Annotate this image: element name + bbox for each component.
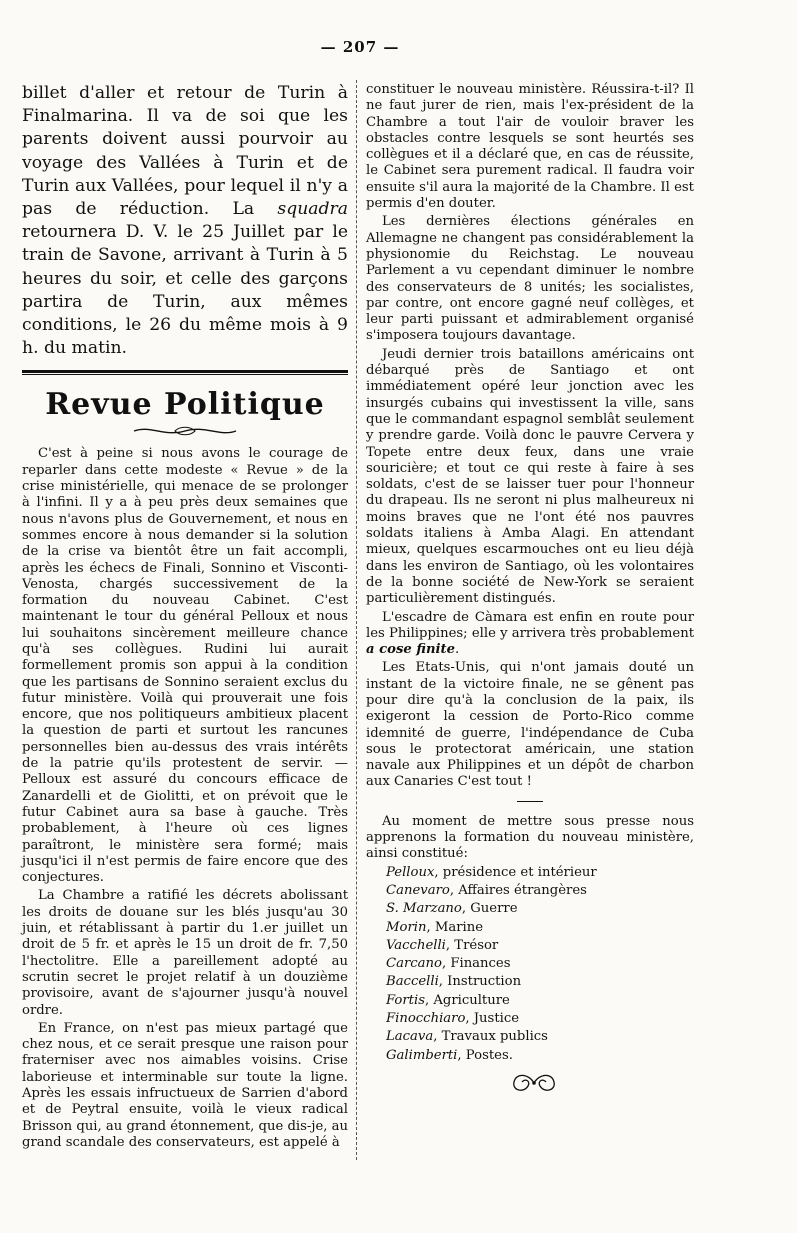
left-column [22, 82, 348, 1151]
section-title: Revue Politique [45, 387, 325, 423]
article-paragraph [366, 610, 694, 659]
article-paragraph: constituer le nouveau ministère. Réussira-t-il? Il ne faut jurer de rien, mais l'ex-président de la Chambre a tout l'air de vouloir braver les obstacles contre lesquels se sont heurtés ses collègues et il a déclaré que, en cas de réussite, le Cabinet sera purement radical. Il faudra voir ensuite s'il aura la majorité de la Chambre. Il est permis d'en douter. [366, 82, 694, 212]
ministry-item [366, 1029, 694, 1045]
ministry-item [366, 1011, 694, 1027]
page-number: — 207 — [320, 38, 400, 56]
column-divider [356, 80, 357, 1160]
article-paragraph: C'est à peine si nous avons le courage de reparler dans cette modeste « Revue » de la crise ministérielle, qui menace de se prolonger à l'infini. Il y a à peu près deux semaines que nous n'avons plus de Gouvernement, et nous en sommes encore à nous demander si la solution de la crise va bientôt être un fait accompli, après les échecs de Finali, Sonnino et Visconti-Venosta, chargés successivement de la formation du nouveau Cabinet. C'est maintenant le tour du général Pelloux et nous lui souhaitons sincèrement meilleure chance qu'à ses collègues. Rudini lui aurait formellement promis son appui à la condition que les partisans de Sonnino seraient exclus du futur ministère. Voilà qui prouverait une fois encore, que nos politiqueurs ambitieux placent la question de parti et surtout les rancunes personnelles bien au-dessus des vrais intérêts de la patrie qu'ils protestent de servir. — Pelloux est assuré du concours efficace de Zanardelli et de Giolitti, et on prévoit que le futur Cabinet aura sa base à gauche. Très probablement, à l'heure où ces lignes paraîtront, le ministère sera formé; mais jusqu'ici il n'est permis de faire encore que des conjectures. [22, 446, 348, 886]
minister-role: , Travaux publics [433, 1029, 548, 1045]
squadron-text-a: L'escadre de Càmara est enfin en route pour les Philippines; elle y arrivera très probablement [366, 609, 694, 641]
short-rule [517, 801, 543, 802]
squadron-text-italic: a cose finite [366, 642, 456, 658]
article-paragraph: Les Etats-Unis, qui n'ont jamais douté un instant de la victoire finale, ne se gênent pas pour dire qu'à la conclusion de la paix, ils exigeront la cession de Porto-Rico comme idemnité de guerre, l'indépendance de Cuba sous le protectorat américain, une station navale aux Philippines et un dépôt de charbon aux Canaries C'est tout ! [366, 660, 694, 790]
ministry-item [366, 938, 694, 954]
minister-name: Finocchiaro [386, 1011, 466, 1027]
minister-name: Morin [386, 919, 427, 935]
minister-role: , Trésor [445, 937, 499, 953]
minister-name: S. Marzano [386, 901, 462, 917]
article-paragraph: La Chambre a ratifié les décrets abolissant les droits de douane sur les blés jusqu'au 30 juin, et rétablissant à partir du 1.er juillet un droit de 5 fr. et après le 15 un droit de fr. 7,50 l'hectolitre. Elle a pareillement adopté au scrutin secret le projet relatif à un douzième provisoire, avant de s'ajourner jusqu'à nouvel ordre. [22, 888, 348, 1018]
minister-name: Fortis [386, 992, 425, 1008]
minister-role: , Guerre [461, 901, 518, 917]
ministry-item [366, 920, 694, 936]
lead-text-italic: squadra [277, 199, 348, 220]
minister-role: , Postes. [457, 1047, 513, 1063]
ministry-item [366, 974, 694, 990]
ministry-item [366, 993, 694, 1009]
minister-name: Galimberti [386, 1047, 458, 1063]
ministry-item [366, 1048, 694, 1064]
lead-paragraph [22, 82, 348, 360]
article-paragraph: Les dernières élections générales en Allemagne ne changent pas considérablement la physionomie du Reichstag. Le nouveau Parlement a vu cependant diminuer le nombre des conservateurs de 8 unités; les socialistes, par contre, ont encore gagné neuf collèges, et leur parti puissant et admirablement organisé s'imposera toujours davantage. [366, 214, 694, 344]
article-paragraph: Jeudi dernier trois bataillons américains ont débarqué près de Santiago et ont immédiatement opéré leur jonction avec les insurgés cubains qui investissent la ville, sans que le commandant espagnol semblât seulement y prendre garde. Voilà donc le pauvre Cervera y Topete entre deux feux, dans une vraie souricière; et tout ce qui reste à faire à ses soldats, c'est de se laisser tuer pour l'honneur du drapeau. Ils ne seront ni plus malheureux ni moins braves que ne l'ont été nos pauvres soldats italiens à Amba Alagi. En attendant mieux, quelques escarmouches ont eu lieu déjà dans les environ de Santiago, où les volontaires de la bonne société de New-York se seraient particulièrement distingués. [366, 346, 694, 607]
section-rule [22, 370, 348, 375]
lead-text-a: billet d'aller et retour de Turin à Finalmarina. Il va de soi que les parents doivent aussi pourvoir au voyage des Vallées à Turin et de Turin aux Vallées, pour lequel il n'y a pas de réduction. La [22, 83, 348, 220]
ministry-item [366, 956, 694, 972]
end-ornament-icon [506, 1070, 562, 1096]
late-news-intro: Au moment de mettre sous presse nous apprenons la formation du nouveau ministère, ainsi constitué: [366, 813, 694, 862]
ministry-item [366, 883, 694, 899]
minister-name: Carcano [386, 956, 442, 972]
minister-role: , présidence et intérieur [434, 864, 597, 880]
minister-role: , Affaires étrangères [449, 882, 587, 898]
minister-name: Lacava [386, 1029, 434, 1045]
flourish-ornament-icon [130, 424, 240, 438]
ministry-list [366, 865, 694, 1064]
minister-role: , Justice [465, 1011, 520, 1027]
ministry-item [366, 865, 694, 881]
minister-name: Pelloux [386, 864, 435, 880]
lead-text-b: retournera D. V. le 25 Juillet par le train de Savone, arrivant à Turin à 5 heures du soir, et celle des garçons partira de Turin, aux mêmes conditions, le 26 du même mois à 9 h. du matin. [22, 222, 348, 359]
minister-role: , Agriculture [424, 992, 510, 1008]
minister-name: Vacchelli [386, 937, 446, 953]
ministry-item [366, 901, 694, 917]
right-column [366, 82, 694, 1096]
minister-role: , Marine [426, 919, 484, 935]
minister-role: , Instruction [438, 974, 522, 990]
minister-name: Canevaro [386, 882, 450, 898]
squadron-text-b: . [455, 642, 460, 658]
minister-role: , Finances [441, 956, 511, 972]
minister-name: Baccelli [386, 974, 439, 990]
article-paragraph: En France, on n'est pas mieux partagé que chez nous, et ce serait presque une raison pour fraterniser avec nos aimables voisins. Crise laborieuse et interminable sur toute la ligne. Après les essais infructueux de Sarrien d'abord et de Peytral ensuite, voilà le vieux radical Brisson qui, au grand étonnement, que dis-je, au grand scandale des conservateurs, est appelé à [22, 1020, 348, 1150]
